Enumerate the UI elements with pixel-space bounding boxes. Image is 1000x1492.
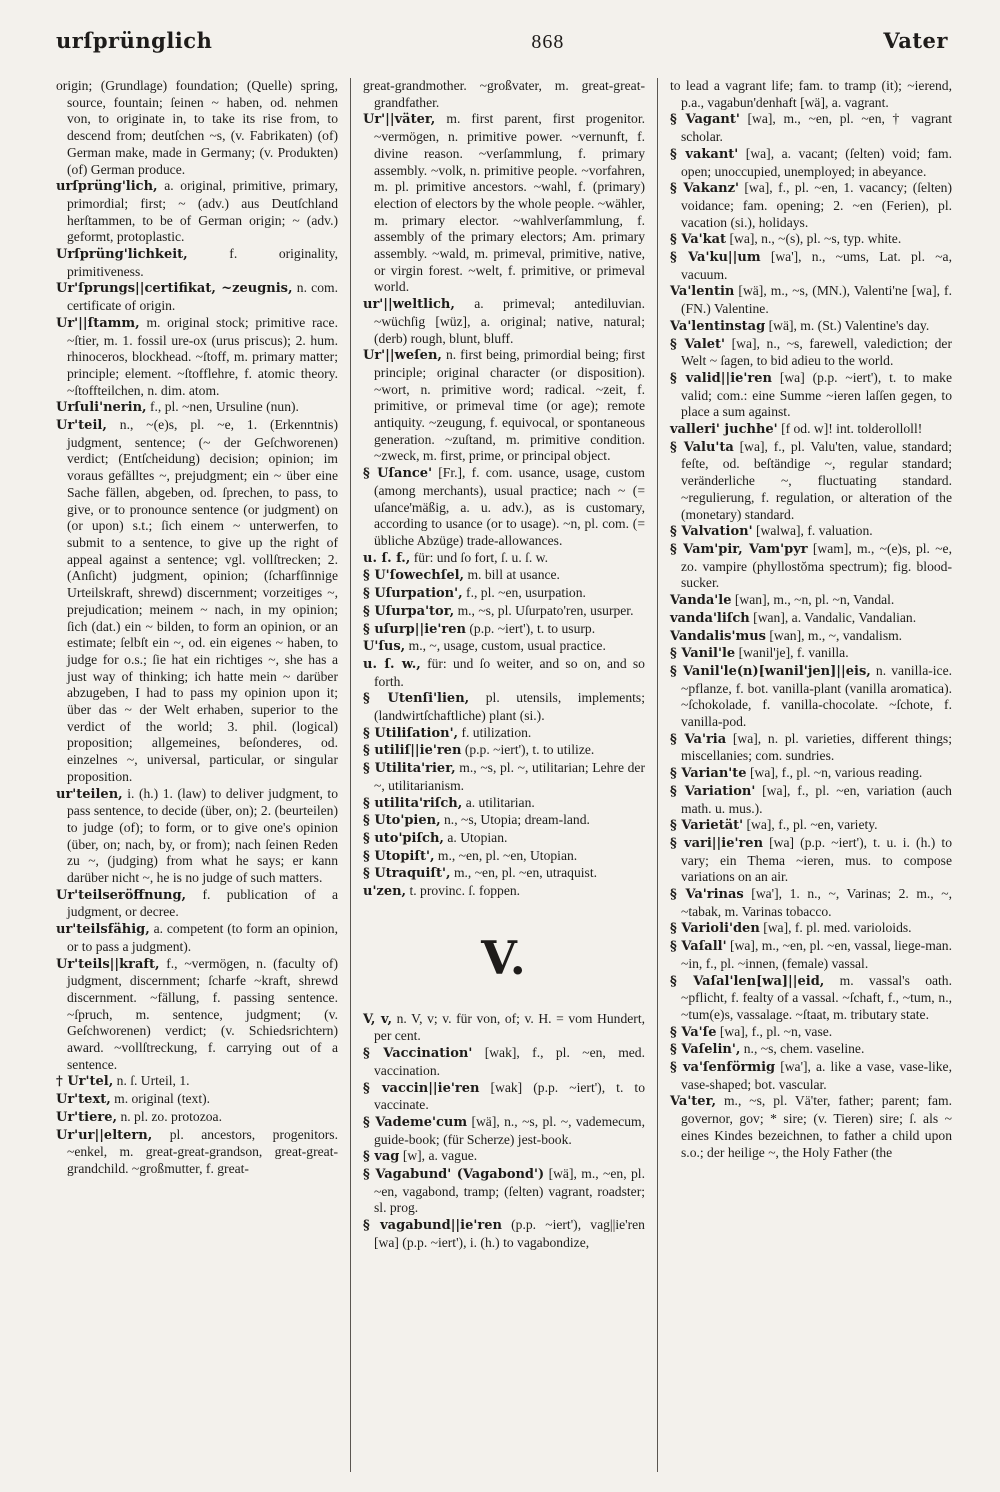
entry-definition: [wak], f., pl. ~en, med. vaccination. [374,1045,645,1078]
entry-definition: n., ~(e)s, pl. ~e, 1. (Erkenntnis) judgment, sentence; (~ der Geſchworenen) verdict; (Entſcheidung) decision; opinion; im voraus gefälltes ~, prejudgment; ein ~ über eine Sache fällen, abgeben, od. ſprechen, to pass, to give, or to pronounce sentence (or judgment) on (or upon) s.t.; ſich einem ~ unterwerfen, to submit to a sentence, to give up the right of appeal against a sentence; vgl. vollſtrecken; 2. (Anſicht) judgment, opinion; (ſcharfſinnige Urteilskraft, shrewd) discernment; vorzeitiges ~, prejudication; meinem ~ nach, in my opinion; ſich (dat.) ein ~ bilden, to form an opinion, or an estimate; ſelbſt ein ~, od. ein eigenes ~ haben, to judge for o.s.; ſie hat ein richtiges ~, she has a just way of thinking; ich hatte mein ~ darüber abzugeben, I had to pass my opinion upon it; über das ~ der Welt erhaben, superior to the verdict of the world; 3. phil. (logical) proposition; allgemeines, beſonderes, od. einzelnes ~, universal, particular, or singular proposition. [67,417,338,784]
dictionary-entry [670,318,952,336]
dictionary-entry [56,921,338,955]
dictionary-entry [670,78,952,111]
entry-headword: § vakant' [670,146,739,162]
entry-headword: Urſuli'nerin, [56,400,147,416]
dictionary-entry [670,973,952,1024]
entry-headword: § Valu'ta [670,439,734,455]
entry-headword: § Vagabund' (Vagabond') [363,1167,545,1183]
entry-definition: [wa'], 1. n., ~, Varinas; 2. m., ~, ~tabak, m. Varinas tobacco. [681,886,952,919]
entry-definition: n. V, v; v. für von, of; v. H. = vom Hundert, per cent. [374,1010,646,1044]
entry-headword: Vandalis'mus [670,628,766,644]
dictionary-entry [363,1045,645,1079]
entry-headword: V, v, [363,1011,393,1027]
entry-headword: § Vanil'le [670,646,736,662]
dictionary-entry [363,830,645,848]
entry-headword: u. ſ. f., [363,550,411,566]
entry-headword: § valid||ie'ren [670,370,772,386]
entry-definition: [Fr.], f. com. usance, usage, custom (among merchants), usual practice; nach ~ (= uſance'mäßig, a. u. adv.), as is customary, according to usance (or to usage). ~n, pl. com. (= übliche Abzüge) trade-allowances. [374,465,645,548]
entry-definition: (p.p. ~iert'), vag||ie'ren [wa] (p.p. ~iert'), i. (h.) to vagabondize, [374,1217,645,1250]
entry-definition: [wä], m., ~en, pl. ~en, vagabond, tramp; (ſelten) vagrant, roadster; sl. prog. [374,1166,645,1216]
entry-headword: § utilita'riſch, [363,795,463,811]
entry-headword: § Utraquiſt', [363,866,451,882]
entry-definition: m. first parent, first progenitor. ~vermögen, n. primitive power. ~vernunft, f. divine reason. ~verſammlung, f. primary assembly. ~volk, n. primitive people. ~vorfahren, m. pl. primitive ancestors. ~wahl, f. (primary) election of electors by the whole people. ~wähler, m. primary elector. ~wahlverſammlung, f. assembly of the primary electors; Am. primary assembly. ~wald, m. primeval, primitive, native, or virgin forest. ~welt, f. primitive, or primeval world. [374,111,645,295]
entry-definition: m. original stock; primitive race. ~ſtier, m. 1. fossil ure-ox (urus priscus); 2. hum. rhinoceros, blockhead. ~ſtoff, m. primary matter; principle; element. ~ſtofflehre, f. atomic theory. ~ſtoffteilchen, n. dim. atom. [67,314,338,398]
entry-definition: [wa], f., pl. ~n, vase. [719,1023,833,1039]
entry-definition: f., pl. ~nen, Ursuline (nun). [149,399,299,415]
entry-headword: Ur'||weſen, [363,348,442,364]
entry-definition: [wa] (p.p. ~iert'), t. to make valid; com.: eine Summe ~ieren laſſen gegen, to place a sum against. [681,369,952,420]
entry-headword: § utiliſ||ie'ren [363,743,462,759]
entry-headword: § Vanil'le(n)[wanil'jen]||eis, [670,663,871,679]
entry-headword: Vanda'le [670,593,732,609]
entry-definition: [wam], m., ~(e)s, pl. ~e, zo. vampire (phyllostŏma spectrum); fig. blood-sucker. [681,540,952,591]
dictionary-entry [363,795,645,813]
dictionary-entry [670,111,952,145]
entry-headword: § Varietät' [670,818,744,834]
dictionary-entry [670,283,952,317]
entry-definition: m., ~s, pl. Vä'ter, father; parent; fam. governor, gov; * sire; (v. Tieren) sire; ſ. als ~ eines Kindes bezeichnen, to father a child upon s.o.; der heilige ~, the Holy Father (the [681,1093,952,1160]
dictionary-entry [56,956,338,1074]
entry-headword: § Vam'pir, Vam'pyr [670,541,808,557]
entry-definition: n. pl. zo. protozoa. [120,1108,222,1124]
entry-definition: [wan], a. Vandalic, Vandalian. [753,609,917,625]
entry-definition: m., ~s, pl. Uſurpato'ren, usurper. [457,602,634,618]
dictionary-entry [670,610,952,628]
entry-headword: u'zen, [363,884,407,900]
entry-headword: § Uſurpation', [363,586,463,602]
dictionary-entry [363,848,645,866]
entry-definition: [wanil'je], f. vanilla. [738,645,849,661]
entry-headword: § Valvation' [670,524,753,540]
entry-headword: § Vakanz' [670,181,739,197]
entry-definition: m., ~, usage, custom, usual practice. [408,638,606,654]
dictionary-entry [56,78,338,178]
dictionary-entry [670,1024,952,1042]
dictionary-entry [363,638,645,656]
dictionary-entry [670,146,952,180]
entry-headword: § Uſance' [363,466,433,482]
entry-headword: § Va'ſe [670,1024,717,1040]
entry-headword: § U'ſowechſel, [363,568,465,584]
entry-definition: [wa] (p.p. ~iert'), t. u. i. (h.) to vary; ein Thema ~ieren, mus. to compose variations on an air. [681,834,952,885]
entry-definition: [wa'], a. like a vase, vase-like, vase-shaped; bot. vascular. [681,1059,952,1092]
entry-headword: Va'lentinstag [670,318,766,334]
entry-definition: [wä], m. (St.) Valentine's day. [768,317,930,333]
dictionary-entry [363,656,645,690]
entry-definition: [wa], f., pl. ~en, variety. [746,817,878,833]
entry-headword: § Varian'te [670,766,747,782]
dictionary-entry [670,731,952,765]
dictionary-entry [670,663,952,731]
entry-headword: Va'lentin [670,284,735,300]
dictionary-entry [670,336,952,370]
entry-definition: n. com. certificate of origin. [67,280,338,314]
entry-headword: § vari||ie'ren [670,835,764,851]
dictionary-entry [363,883,645,901]
entry-definition: a. original, primitive, primary, primordial; first; ~ (adv.) aus Deutſchland herſtammen, to be of German origin; ~ (adv.) geformt, protoplastic. [67,178,338,245]
entry-definition: m., ~en, pl. ~en, Utopian. [437,847,578,863]
left-guide-word: urſprünglich [56,28,213,53]
dictionary-entry [56,1091,338,1109]
entry-definition: [wan], m., ~, vandalism. [769,627,903,643]
entry-headword: Ur'teil, [56,418,107,434]
entry-definition: (p.p. ~iert'), t. to usurp. [469,620,596,636]
entry-headword: valleri' juchhe' [670,422,778,438]
dictionary-entry [56,246,338,280]
entry-definition: f. originality, primitiveness. [67,246,338,279]
dictionary-entry [363,1080,645,1114]
letter-section-heading: V. [481,930,527,985]
entry-headword: § Vagant' [670,112,740,128]
entry-definition: f., pl. ~en, usurpation. [466,585,586,601]
right-guide-word: Vater [883,28,948,53]
entry-definition: t. provinc. ſ. foppen. [409,883,521,899]
dictionary-entry [363,621,645,639]
dictionary-entry [363,1148,645,1166]
column-1 [56,78,350,1472]
entry-definition: m. original (text). [114,1091,211,1107]
entry-headword: § vaccin||ie'ren [363,1080,480,1096]
entry-definition: n., ~s, Utopia; dream-land. [444,812,590,828]
entry-headword: ur'||weltlich, [363,297,455,313]
dictionary-entry [56,178,338,246]
dictionary-entry [56,786,338,887]
entry-definition: pl. utensils, implements; (landwirtſchaftliche) plant (si.). [374,690,645,724]
dictionary-entry [363,690,645,724]
entry-headword: § uſurp||ie'ren [363,621,466,637]
dictionary-entry [670,835,952,886]
dictionary-entry [56,417,338,785]
entry-headword: § vag [363,1149,400,1165]
entry-headword: Va'ter, [670,1094,717,1110]
dictionary-entry [363,1166,645,1217]
entry-headword: § Va'rinas [670,887,744,903]
entry-headword: § Uto'pien, [363,813,441,829]
entry-definition: i. (h.) 1. (law) to deliver judgment, to pass sentence, to decide (über, on); 2. (beurteilen) to judge (of); to form, or to give one's opinion (über, on; nach, by, or from); nach ſeinen Reden zu ~, (judging) from what he says; er kann darüber nicht ~, he is no judge of such matters. [67,785,338,886]
dictionary-entry [56,1073,338,1091]
dictionary-entry [363,296,645,347]
entry-definition: m., ~s, pl. ~, utilitarian; Lehre der ~, utilitarianism. [374,760,645,793]
dictionary-entry [670,938,952,972]
entry-headword: § Utilita'rier, [363,761,456,777]
entry-definition: für: und ſo weiter, and so on, and so forth. [374,655,645,689]
dictionary-entry [363,347,645,465]
entry-definition: [wa], f., pl. ~en, 1. vacancy; (ſelten) voidance; fam. opening; 2. ~en (Ferien), pl. vacation (si.), holidays. [681,180,952,230]
dictionary-entry [670,628,952,646]
dictionary-entry [670,231,952,249]
entry-headword: § uto'piſch, [363,830,444,846]
dictionary-entry [670,886,952,920]
entry-definition: [wa'], n., ~ums, Lat. pl. ~a, vacuum. [681,249,952,282]
page-header [56,28,948,68]
entry-headword: Ur'text, [56,1092,111,1108]
dictionary-entry [670,180,952,231]
entry-headword: Ur'ur||eltern, [56,1127,153,1143]
dictionary-entry [670,817,952,835]
dictionary-entry [363,725,645,743]
entry-headword: Ur'tiere, [56,1109,118,1125]
dictionary-entry [363,1011,645,1045]
entry-definition: [wä], n., ~s, pl. ~, vademecum, guide-book; (für Scherze) jest-book. [374,1113,645,1147]
entry-definition: a. Utopian. [447,829,508,845]
entry-definition: [wa], m., ~en, pl. ~en, † vagrant scholar. [681,111,952,145]
entry-headword: U'ſus, [363,639,406,655]
entry-headword: § Va'kat [670,232,727,248]
entry-headword: Ur'teilseröffnung, [56,887,187,903]
entry-definition: [wa], n., ~(s), pl. ~s, typ. white. [729,231,902,247]
entry-definition: für: und ſo fort, ſ. u. ſ. w. [413,549,549,565]
entry-headword: Ur'ſprungs||certifikat, ~zeugnis, [56,281,293,297]
dictionary-entry [363,78,645,111]
dictionary-entry [56,315,338,400]
entry-definition: n. vanilla-ice. ~pflanze, f. bot. vanilla-plant (vanilla aromatica). ~ſchokolade, f. vanilla-chocolate. ~ſchote, f. vanilla-pod. [681,662,952,730]
entry-definition: pl. ancestors, progenitors. ~enkel, m. great-great-grandson, great-great-grandchild. ~großmutter, f. great- [67,1126,338,1176]
entry-headword: † Ur'tel, [56,1074,114,1090]
entry-headword: § Variation' [670,783,756,799]
entry-headword: § vagabund||ie'ren [363,1218,502,1234]
entry-headword: Ur'teils||kraft, [56,956,160,972]
entry-headword: ur'teilen, [56,786,123,802]
entry-definition: [wak] (p.p. ~iert'), t. to vaccinate. [374,1079,645,1113]
dictionary-entry [363,603,645,621]
dictionary-entry [56,1109,338,1127]
dictionary-entry [363,742,645,760]
entry-headword: Ur'||ſtamm, [56,315,140,331]
dictionary-entry [363,1217,645,1251]
entry-definition: f. publication of a judgment, or decree. [67,886,338,920]
dictionary-entry [56,280,338,314]
dictionary-entry [363,567,645,585]
dictionary-entry [670,1041,952,1059]
dictionary-entry [670,645,952,663]
entry-headword: § Utopiſt', [363,848,435,864]
entry-headword: § Vaſal'len[wa]||eid, [670,973,825,989]
entry-definition: n. ſ. Urteil, 1. [116,1073,190,1089]
dictionary-entry [670,249,952,283]
dictionary-entry [670,783,952,817]
dictionary-entry [56,1127,338,1178]
dictionary-entry [363,465,645,550]
dictionary-entry [363,585,645,603]
entry-definition: [f od. w]! int. tolderolloll! [781,421,923,437]
dictionary-entry [363,550,645,568]
entry-headword: § va'ſenförmig [670,1060,776,1076]
dictionary-entry [56,399,338,417]
dictionary-entry [670,541,952,592]
entry-headword: § Vademe'cum [363,1114,468,1130]
column-2 [350,78,657,1472]
entry-headword: § Va'ria [670,731,727,747]
entry-definition: [wa], f. pl. med. varioloids. [763,920,912,936]
text-columns [56,78,952,1472]
dictionary-entry [670,523,952,541]
entry-definition: [wa], f., pl. ~n, various reading. [749,765,923,781]
dictionary-entry [363,1114,645,1148]
entry-headword: u. ſ. w., [363,656,421,672]
dictionary-entry [363,760,645,794]
entry-headword: urſprüng'lich, [56,179,158,195]
entry-definition: a. competent (to form an opinion, or to pass a judgment). [67,921,338,954]
entry-headword: § Vaſelin', [670,1042,741,1058]
entry-definition: m. vassal's oath. ~pflicht, f. fealty of a vassal. ~ſchaft, f., ~tum, n., ~tum(e)s, vassalage. ~ſtaat, m. tributary state. [681,972,952,1022]
entry-definition: (p.p. ~iert'), t. to utilize. [464,742,595,758]
entry-headword: vanda'liſch [670,610,750,626]
entry-definition: origin; (Grundlage) foundation; (Quelle) spring, source, fountain; ſeinen ~ haben, od. nehmen von, to originate in, to take its rise from, to descend from; deutſchen ~s, (v. Fabrikaten) (of) German make, made in Germany; (v. Produkten) (of) German produce. [56,78,338,177]
dictionary-entry [363,865,645,883]
dictionary-entry [670,421,952,439]
entry-definition: f., ~vermögen, n. (faculty of) judgment, discernment; ſcharfe ~kraft, shrewd discernment. ~fällung, f. passing sentence. ~ſpruch, m. sentence, judgment; (v. Geſchworenen) verdict; (v. Schiedsrichtern) award. ~vollſtreckung, f. carrying out of a sentence. [67,955,338,1072]
entry-headword: § Vaſall' [670,939,727,955]
entry-headword: § Utenſi'lien, [363,691,470,707]
entry-definition: [walwa], f. valuation. [756,523,873,539]
entry-definition: n., ~s, chem. vaseline. [743,1041,865,1057]
entry-headword: § Uſurpa'tor, [363,603,455,619]
dictionary-entry [670,1093,952,1161]
entry-definition: [wa], n., ~s, farewell, valediction; der Welt ~ ſagen, to bid adieu to the world. [681,335,952,369]
column-3 [657,78,952,1472]
page-number: 868 [531,31,565,53]
entry-definition: n. first being, primordial being; first principle; original character (or disposition). ~wort, n. primitive word; radical. ~zeit, f. primitive, or primeval time (or age); remote antiquity. ~zeugung, f. equivocal, or spontaneous generation. ~zuſtand, m. primitive condition. ~zweck, m. first, prime, or principal object. [374,347,645,464]
dictionary-entry [56,887,338,921]
entry-definition: [wa], n. pl. varieties, different things; miscellanies; com. sundries. [681,730,952,764]
dictionary-entry [363,111,645,296]
entry-headword: ur'teilsfähig, [56,922,150,938]
entry-definition: [wan], m., ~n, pl. ~n, Vandal. [734,592,895,608]
dictionary-entry [670,592,952,610]
dictionary-entry [670,765,952,783]
entry-headword: § Valet' [670,336,726,352]
entry-definition: a. primeval; antediluvian. ~wüchſig [wüz], a. original; native, natural; (derb) rough, blunt, bluff. [374,296,645,346]
entry-headword: § Va'ku||um [670,250,761,266]
entry-headword: § Vaccination' [363,1046,473,1062]
dictionary-entry [670,1059,952,1093]
entry-definition: m. bill at usance. [467,567,560,583]
entry-definition: m., ~en, pl. ~en, utraquist. [453,865,598,881]
entry-definition: great-grandmother. ~großvater, m. great-great-grandfather. [363,78,645,110]
dictionary-entry [670,439,952,524]
entry-headword: § Utiliſation', [363,725,459,741]
entry-definition: to lead a vagrant life; fam. to tramp (it); ~ierend, p.a., vagabun'denhaft [wä], a. vagrant. [670,78,952,110]
dictionary-entry [363,812,645,830]
entry-definition: [wa], f., pl. ~en, variation (auch math. u. mus.). [681,782,952,816]
entry-definition: a. utilitarian. [465,794,535,810]
dictionary-entry [670,370,952,421]
entry-headword: § Varioli'den [670,921,760,937]
entry-headword: Urſprüng'lichkeit, [56,247,188,263]
entry-definition: f. utilization. [461,724,532,740]
entry-definition: [w], a. vague. [402,1148,478,1164]
entry-definition: [wa], a. vacant; (ſelten) void; fam. open; unoccupied, unemployed; in abeyance. [681,145,952,179]
entry-headword: Ur'||väter, [363,112,436,128]
entry-definition: [wä], m., ~s, (MN.), Valenti'ne [wa], f. (FN.) Valentine. [681,283,952,317]
entry-definition: [wa], f., pl. Valu'ten, value, standard; feſte, od. beſtändige ~, regular standard; veränderliche ~, fluctuating standard. ~regulierung, f. regulation, or alteration of the (monetary) standard. [681,438,952,522]
entry-definition: [wa], m., ~en, pl. ~en, vassal, liege-man. ~in, f., pl. ~innen, (female) vassal. [681,938,952,971]
dictionary-entry [670,920,952,938]
